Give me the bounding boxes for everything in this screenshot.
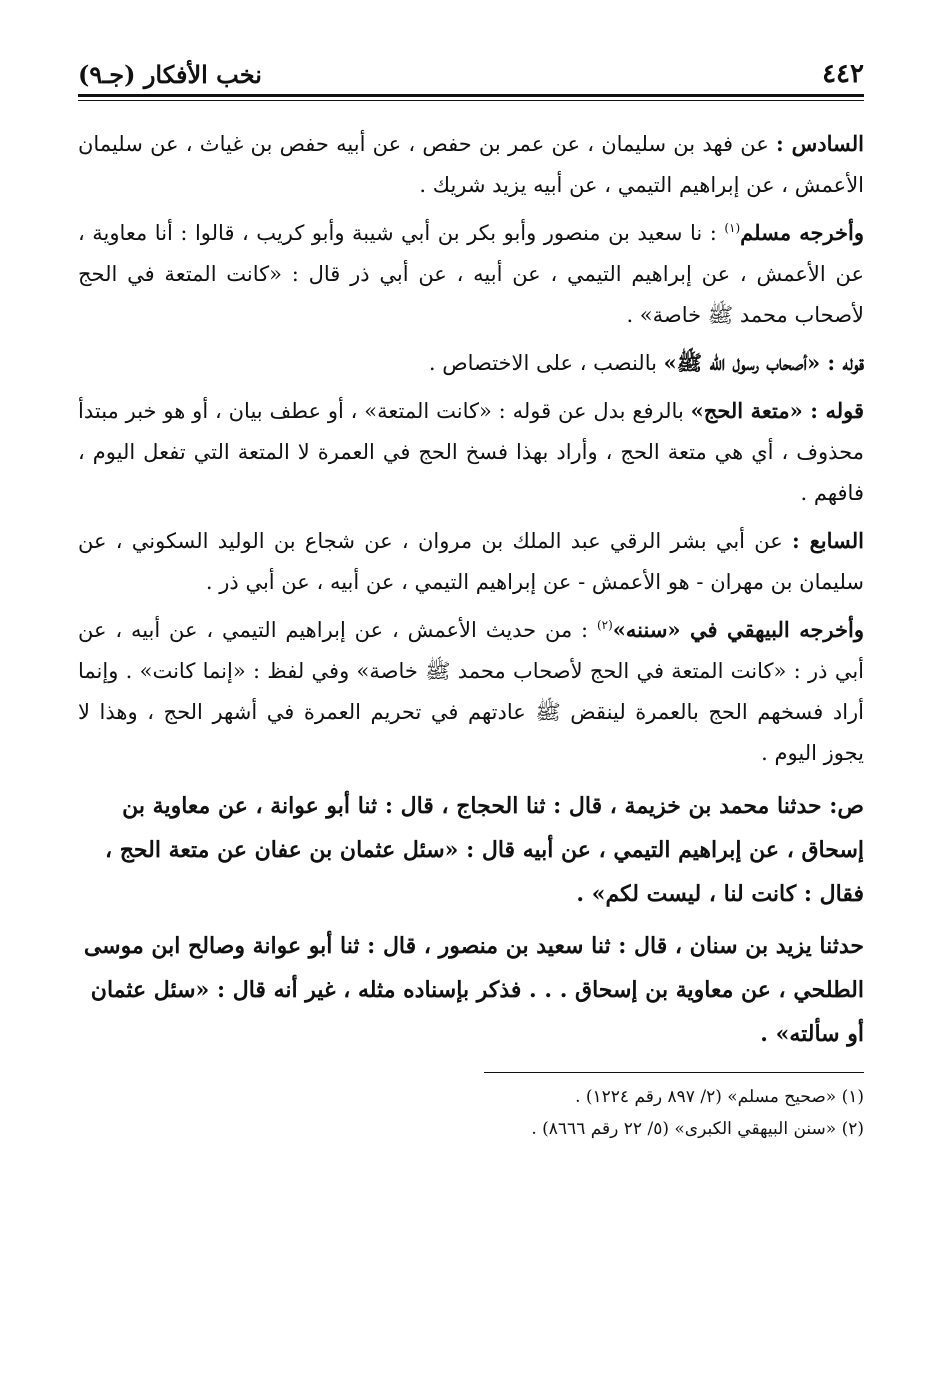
page-number: ٤٤٢ — [822, 58, 864, 89]
footnotes — [78, 1081, 864, 1145]
hadith-text — [78, 784, 864, 1056]
book-page — [78, 40, 864, 1340]
footnote-1: (١) «صحيح مسلم» (٢/ ٨٩٧ رقم ١٢٢٤) . — [575, 1087, 864, 1107]
paragraph-ashab — [78, 342, 864, 384]
page-header — [78, 40, 864, 90]
running-title: نخب الأفكار (جـ٩) — [78, 60, 262, 90]
paragraph-lead: قوله : «أصحاب رسول الله ﷺ» — [663, 350, 864, 375]
paragraph-lead: وأخرجه مسلم — [740, 220, 864, 245]
paragraph-text: : نا سعيد بن منصور وأبو بكر بن أبي شيبة وأبو كريب ، قالوا : أنا معاوية ، عن الأعمش ، عن إبراهيم التيمي ، عن أبيه ، عن أبي ذر قال : «كانت المتعة في الحج لأصحاب محمد ﷺ خاصة» . — [78, 221, 864, 327]
paragraph-lead: وأخرجه البيهقي في «سننه» — [612, 617, 864, 642]
paragraph-text: عن فهد بن سليمان ، عن عمر بن حفص ، عن أبيه حفص بن غياث ، عن سليمان الأعمش ، عن إبراهيم التيمي ، عن أبيه يزيد شريك . — [78, 132, 864, 197]
footnote-ref-1[interactable]: (١) — [724, 221, 741, 235]
hadith-paragraph: ص: حدثنا محمد بن خزيمة ، قال : ثنا الحجاج ، قال : ثنا أبو عوانة ، عن معاوية بن إسحاق ، عن إبراهيم التيمي ، عن أبيه قال : «سئل عثمان بن عفان عن متعة الحج ، فقال : كانت لنا ، ليست لكم» . — [104, 793, 864, 907]
footnote-2: (٢) «سنن البيهقي الكبرى» (٥/ ٢٢ رقم ٨٦٦٦) . — [531, 1119, 864, 1139]
paragraph-text: بالرفع بدل عن قوله : «كانت المتعة» ، أو عطف بيان ، أو هو خبر مبتدأ محذوف ، أي هي متعة الحج ، وأراد بهذا فسخ الحج في العمرة لا المتعة التي تفعل اليوم ، فافهم . — [78, 399, 864, 505]
paragraph-lead: السادس : — [776, 131, 864, 156]
paragraph-lead: قوله : «متعة الحج» — [690, 398, 864, 423]
paragraph-text: بالنصب ، على الاختصاص . — [428, 351, 664, 375]
paragraph-text: : من حديث الأعمش ، عن إبراهيم التيمي ، عن أبيه ، عن أبي ذر : «كانت المتعة في الحج لأصحاب محمد ﷺ خاصة» وفي لفظ : «إنما كانت» . وإنما أراد فسخهم الحج بالعمرة لينقض ﷺ عادتهم في تحريم العمرة في أشهر الحج ، وهذا لا يجوز اليوم . — [78, 618, 864, 765]
paragraph-muslim — [78, 212, 864, 336]
commentary-text — [78, 123, 864, 774]
header-rule-thin — [78, 100, 864, 101]
hadith-paragraph: حدثنا يزيد بن سنان ، قال : ثنا سعيد بن منصور ، قال : ثنا أبو عوانة وصالح ابن موسى الطلحي ، عن معاوية بن إسحاق . . . فذكر بإسناده مثله ، غير أنه قال : «سئل عثمان أو سألته» . — [83, 933, 864, 1047]
header-rule-thick — [78, 94, 864, 97]
paragraph-sixth-chain — [78, 123, 864, 206]
footnote-ref-2[interactable]: (٢) — [596, 618, 613, 632]
paragraph-mutat-hajj — [78, 390, 864, 514]
paragraph-bayhaqi — [78, 609, 864, 774]
paragraph-seventh-chain — [78, 520, 864, 603]
footnote-separator — [484, 1072, 864, 1073]
paragraph-text: عن أبي بشر الرقي عبد الملك بن مروان ، عن شجاع بن الوليد السكوني ، عن سليمان بن مهران - هو الأعمش - عن إبراهيم التيمي ، عن أبيه ، عن أبي ذر . — [78, 529, 864, 594]
paragraph-lead: السابع : — [792, 528, 865, 553]
